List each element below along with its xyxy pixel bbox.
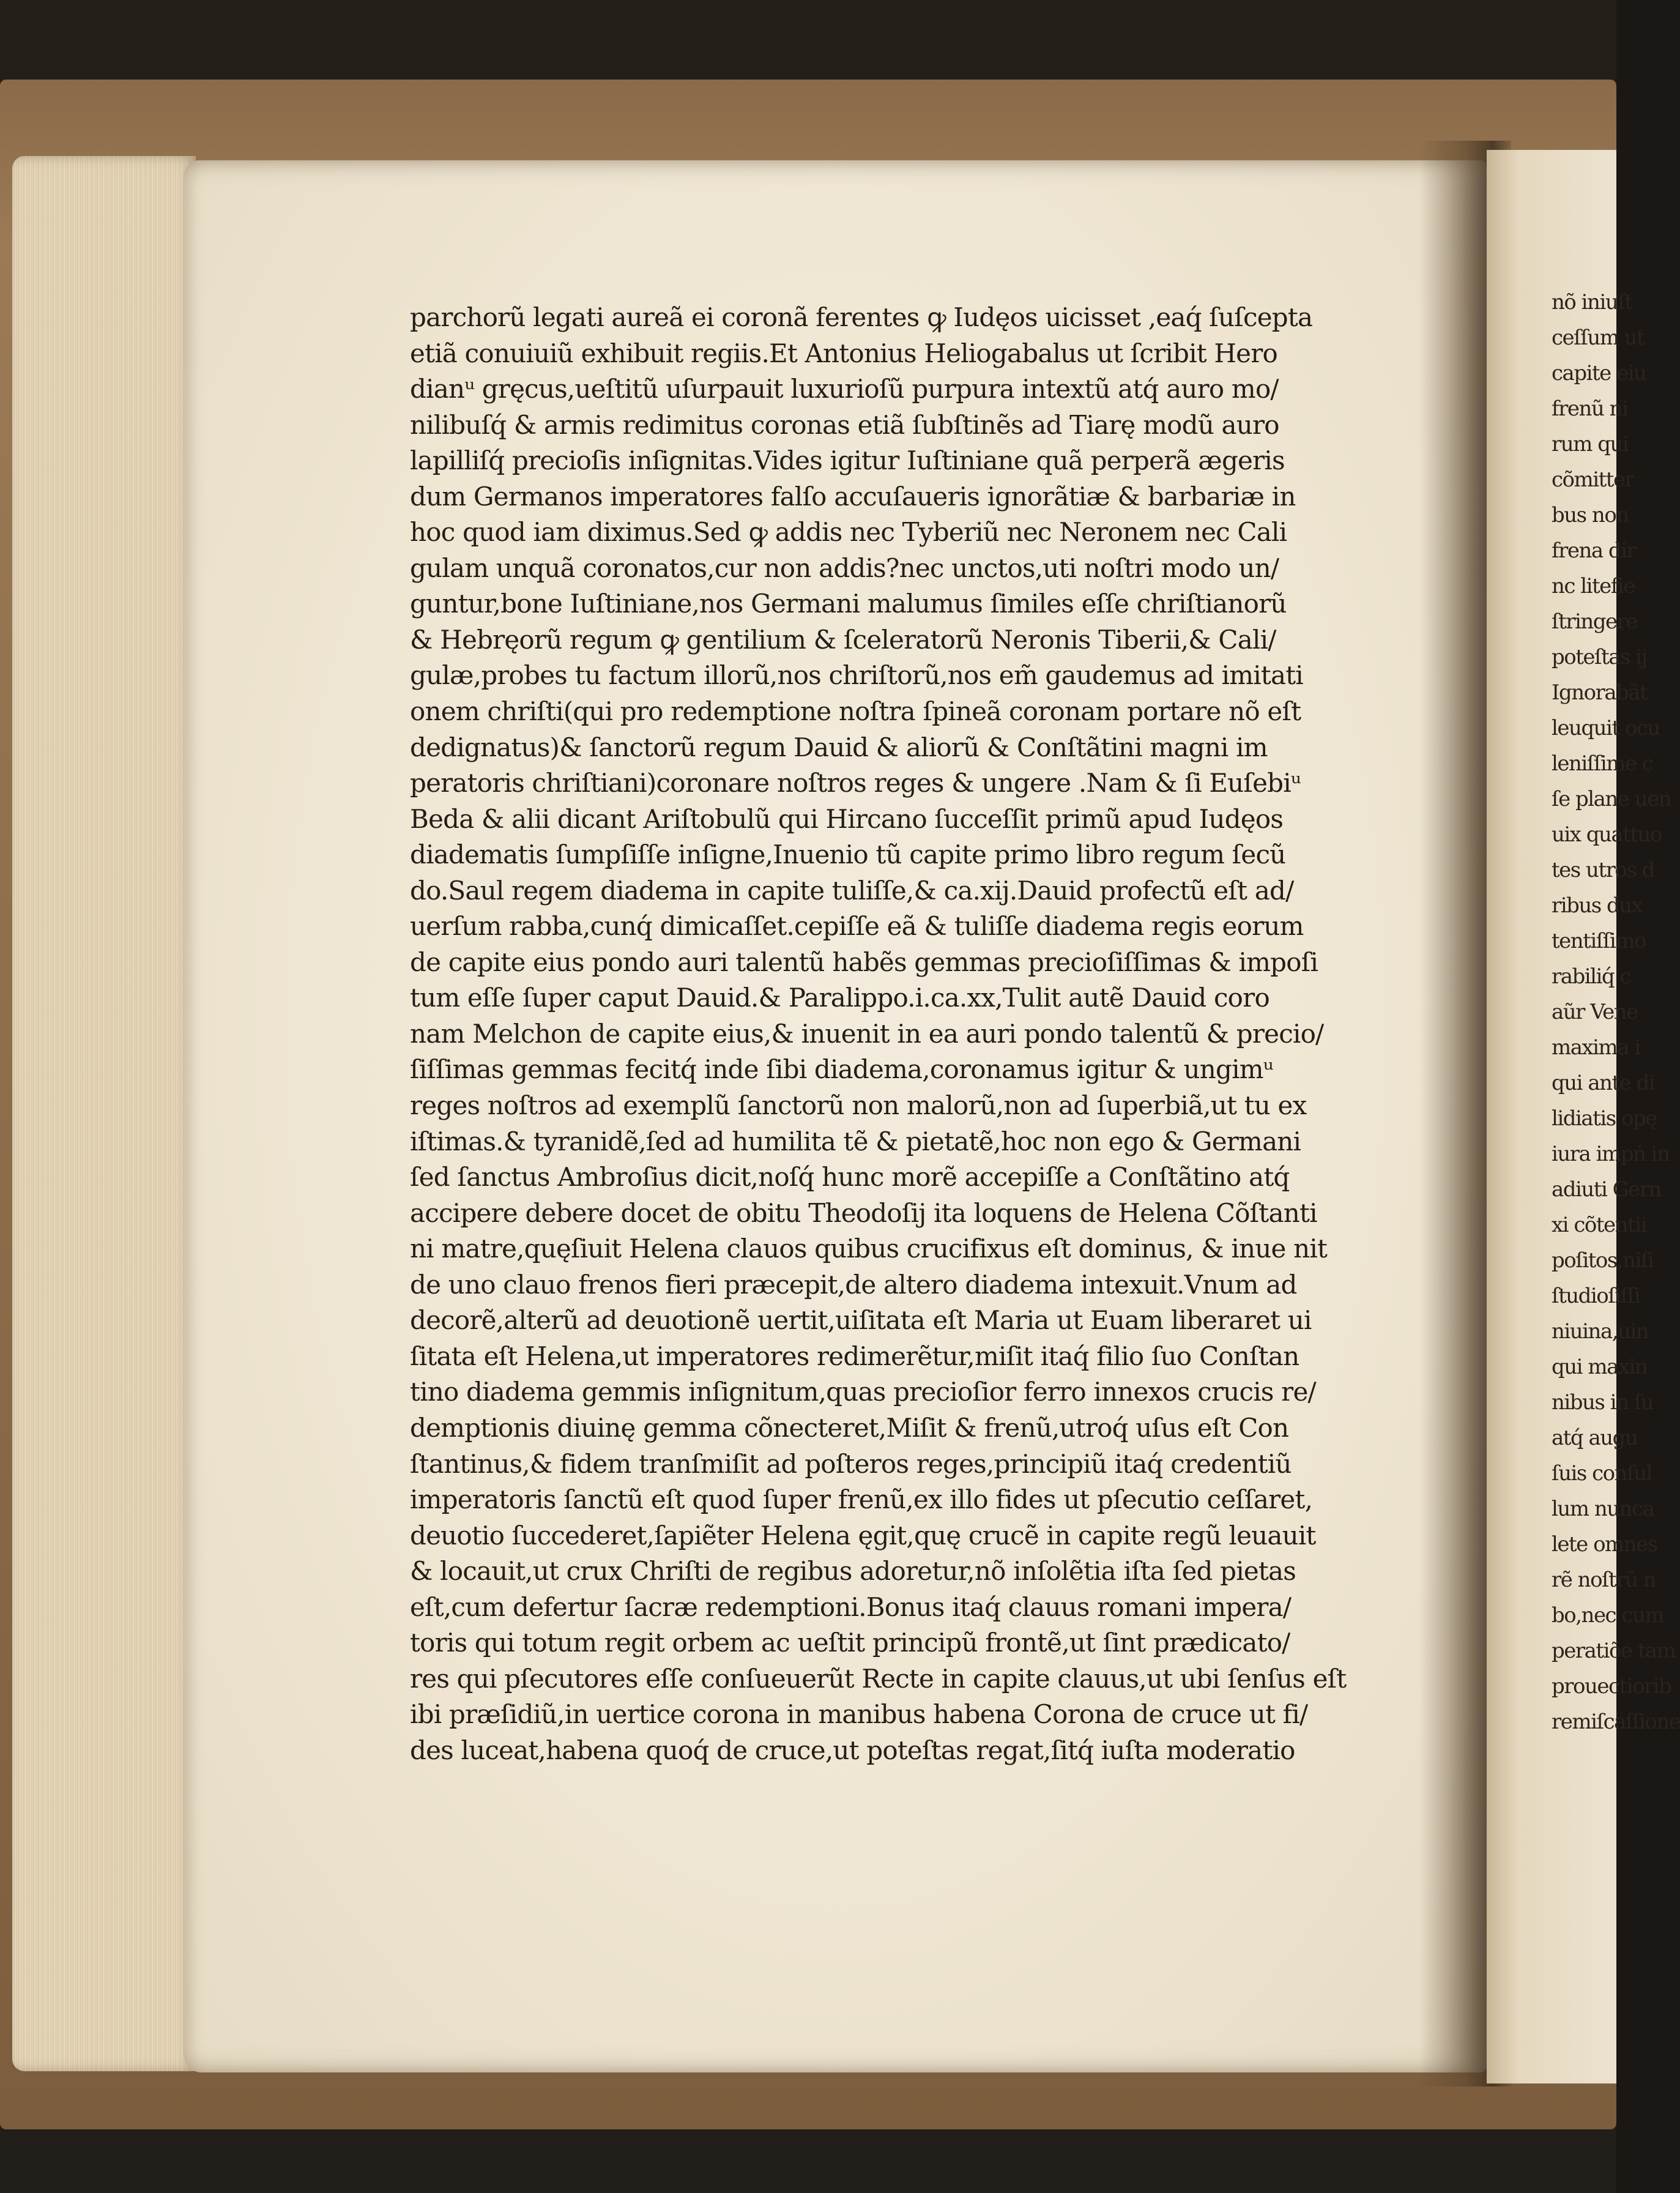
page-edges	[12, 156, 196, 2071]
facing-text-line: ribus dux	[1552, 893, 1643, 918]
text-line: de uno clauo frenos fieri præcepit,de altero diadema intexuit.Vnum ad	[410, 1269, 1297, 1300]
facing-text-line: tentiſſimo	[1552, 929, 1646, 953]
facing-text-line: prouectiorib	[1552, 1674, 1671, 1699]
facing-text-line: adiuti Gern	[1552, 1177, 1662, 1202]
text-line: deuotio ſuccederet,ſapiẽter Helena ęgit,quę crucẽ in capite regũ leuauit	[410, 1520, 1316, 1551]
text-line: tino diadema gemmis inſignitum,quas precioſior ferro innexos crucis re/	[410, 1377, 1316, 1407]
facing-text-line: lum nunca	[1552, 1497, 1654, 1521]
text-line: hoc quod iam diximus.Sed ꝙ addis nec Tyberiũ nec Neronem nec Cali	[410, 517, 1287, 548]
facing-text-line: rum qui	[1552, 432, 1629, 456]
text-line: etiã conuiuiũ exhibuit regiis.Et Antonius Heliogabalus ut ſcribit Hero	[410, 338, 1277, 368]
text-line: ſiſſimas gemmas fecitq́ inde ſibi diadema,coronamus igitur & ungimᵘ	[410, 1054, 1273, 1085]
facing-text-line: qui ante di	[1552, 1071, 1655, 1095]
text-line: ibi præſidiũ,in uertice corona in manibus habena Corona de cruce ut fi/	[410, 1699, 1308, 1730]
facing-text-line: rẽ noſtrũ n	[1552, 1568, 1656, 1592]
facing-text-line: nõ iniuſt	[1552, 290, 1632, 315]
facing-text-line: ſe plane uen	[1552, 787, 1671, 811]
facing-text-line: qui maxin	[1552, 1355, 1648, 1379]
text-line: diadematis ſumpſiſſe inſigne,Inuenio tũ capite primo libro regum ſecũ	[410, 840, 1286, 870]
facing-text-line: ſtringere	[1552, 609, 1638, 634]
facing-text-line: peratiõe tam	[1552, 1639, 1676, 1663]
text-line: eſt,cum defertur ſacræ redemptioni.Bonus itaq́ clauus romani impera/	[410, 1592, 1292, 1622]
main-text-block	[410, 300, 1389, 1768]
facing-text-line: atq́ augu	[1552, 1426, 1638, 1450]
text-line: & locauit,ut crux Chriſti de regibus adoretur,nõ inſolẽtia iſta ſed pietas	[410, 1556, 1296, 1587]
facing-text-line: frenũ ni	[1552, 397, 1628, 421]
facing-text-line: frena dir	[1552, 538, 1636, 563]
text-line: uerſum rabba,cunq́ dimicaſſet.cepiſſe eã & tuliſſe diadema regis eorum	[410, 911, 1304, 942]
facing-text-line: remiſcaſſione	[1552, 1710, 1680, 1734]
text-line: des luceat,habena quoq́ de cruce,ut poteſtas regat,ſitq́ iuſta moderatio	[410, 1735, 1295, 1765]
facing-text-line: poſitos,niſi	[1552, 1248, 1654, 1273]
text-line: Beda & alii dicant Ariſtobulũ qui Hircano ſucceſſit primũ apud Iudęos	[410, 803, 1284, 834]
facing-text-line: maxima i	[1552, 1035, 1640, 1060]
text-line: nam Melchon de capite eius,& inuenit in ea auri pondo talentũ & precio/	[410, 1018, 1324, 1049]
text-line: toris qui totum regit orbem ac ueſtit principũ frontẽ,ut ſint prædicato/	[410, 1628, 1290, 1658]
text-line: accipere debere docet de obitu Theodoſij ita loquens de Helena Cõſtanti	[410, 1197, 1317, 1228]
facing-text-line: bus non	[1552, 503, 1629, 527]
text-line: do.Saul regem diadema in capite tuliſſe,& ca.xij.Dauid profectũ eſt ad/	[410, 875, 1294, 906]
text-line: iſtimas.& tyranidẽ,ſed ad humilita tẽ & pietatẽ,hoc non ego & Germani	[410, 1126, 1301, 1156]
text-line: ſtantinus,& fidem tranſmiſit ad poſteros reges,principiũ itaq́ credentiũ	[410, 1448, 1292, 1479]
facing-text-line: bo,nec cum	[1552, 1603, 1664, 1628]
facing-text-block	[1552, 285, 1680, 1740]
text-line: lapilliſq́ precioſis inſignitas.Vides igitur Iuſtiniane quã perperã ægeris	[410, 445, 1285, 476]
text-line: dedignatus)& ſanctorũ regum Dauid & aliorũ & Conſtãtini magni im	[410, 732, 1268, 762]
facing-text-line: rabiliq́ c	[1552, 964, 1631, 989]
text-line: dum Germanos imperatores falſo accuſaueris ignorãtiæ & barbariæ in	[410, 481, 1296, 512]
facing-text-line: cõmitter	[1552, 467, 1634, 492]
text-line: demptionis diuinę gemma cõnecteret,Miſit & frenũ,utroq́ uſus eſt Con	[410, 1412, 1289, 1443]
text-line: dianᵘ gręcus,ueſtitũ uſurpauit luxurioſũ purpura intextũ atq́ auro mo/	[410, 374, 1279, 404]
text-line: parchorũ legati aureã ei coronã ferentes ꝙ Iudęos uicisset ,eaq́ ſuſcepta	[410, 302, 1313, 332]
text-line: ſitata eſt Helena,ut imperatores redimerẽtur,miſit itaq́ filio ſuo Conſtan	[410, 1341, 1299, 1371]
text-line: reges noſtros ad exemplũ ſanctorũ non malorũ,non ad ſuperbiã,ut tu ex	[410, 1090, 1307, 1121]
facing-text-line: iura impṅ in	[1552, 1142, 1670, 1166]
facing-text-line: ſtudioſiſſi	[1552, 1284, 1640, 1308]
text-line: decorẽ,alterũ ad deuotionẽ uertit,uiſitata eſt Maria ut Euam liberaret ui	[410, 1305, 1312, 1336]
facing-text-line: leuquit ocu	[1552, 716, 1660, 740]
text-line: gulæ,probes tu factum illorũ,nos chriſtorũ,nos em̃ gaudemus ad imitati	[410, 660, 1303, 691]
facing-text-line: niuina,uin	[1552, 1319, 1649, 1344]
text-line: imperatoris ſanctũ eſt quod ſuper frenũ,ex illo fides ut pſecutio ceſſaret,	[410, 1484, 1313, 1515]
facing-text-line: ceſſum ut	[1552, 326, 1645, 350]
text-line: res qui pſecutores eſſe conſueuerũt Recte in capite clauus,ut ubi ſenſus eſt	[410, 1663, 1347, 1694]
facing-text-line: tes utros d	[1552, 858, 1654, 882]
text-line: onem chriſti(qui pro redemptione noſtra ſpineã coronam portare nõ eſt	[410, 696, 1301, 727]
facing-text-line: aũr Vene	[1552, 1000, 1638, 1024]
text-line: de capite eius pondo auri talentũ habẽs gemmas precioſiſſimas & impoſi	[410, 947, 1318, 977]
text-line: & Hebręorũ regum ꝙ gentilium & ſceleratorũ Neronis Tiberii,& Cali/	[410, 624, 1276, 655]
text-line: gulam unquã coronatos,cur non addis?nec unctos,uti noſtri modo un/	[410, 553, 1279, 583]
text-line: peratoris chriſtiani)coronare noſtros reges & ungere .Nam & ſi Euſebiᵘ	[410, 768, 1301, 799]
facing-text-line: Ignorabãt	[1552, 680, 1648, 705]
facing-text-line: poteſtas ij	[1552, 645, 1647, 669]
facing-text-line: uix quattuo	[1552, 822, 1662, 847]
text-line: nilibuſq́ & armis redimitus coronas etiã ſubſtinẽs ad Tiarę modũ auro	[410, 409, 1279, 440]
facing-text-line: nibus in ſu	[1552, 1390, 1654, 1415]
facing-text-line: lidiatis opę	[1552, 1106, 1657, 1131]
text-line: guntur,bone Iuſtiniane,nos Germani malumus ſimiles eſſe chriſtianorũ	[410, 589, 1287, 619]
text-line: ni matre,quęſiuit Helena clauos quibus crucifixus eſt dominus, & inue nit	[410, 1234, 1328, 1264]
facing-text-line: leniſſime c	[1552, 751, 1653, 776]
text-line: tum eſſe ſuper caput Dauid.& Paralippo.i.ca.xx,Tulit autẽ Dauid coro	[410, 983, 1269, 1013]
text-line: ſed ſanctus Ambroſius dicit,noſq́ hunc morẽ accepiſſe a Conſtãtino atq́	[410, 1162, 1290, 1193]
facing-text-line: ſuis conſul	[1552, 1461, 1652, 1486]
facing-text-line: lete omnes	[1552, 1532, 1657, 1557]
facing-text-line: xi cõtentii	[1552, 1213, 1646, 1237]
facing-text-line: nc litefie	[1552, 574, 1635, 598]
facing-text-line: capite eiu	[1552, 361, 1646, 385]
